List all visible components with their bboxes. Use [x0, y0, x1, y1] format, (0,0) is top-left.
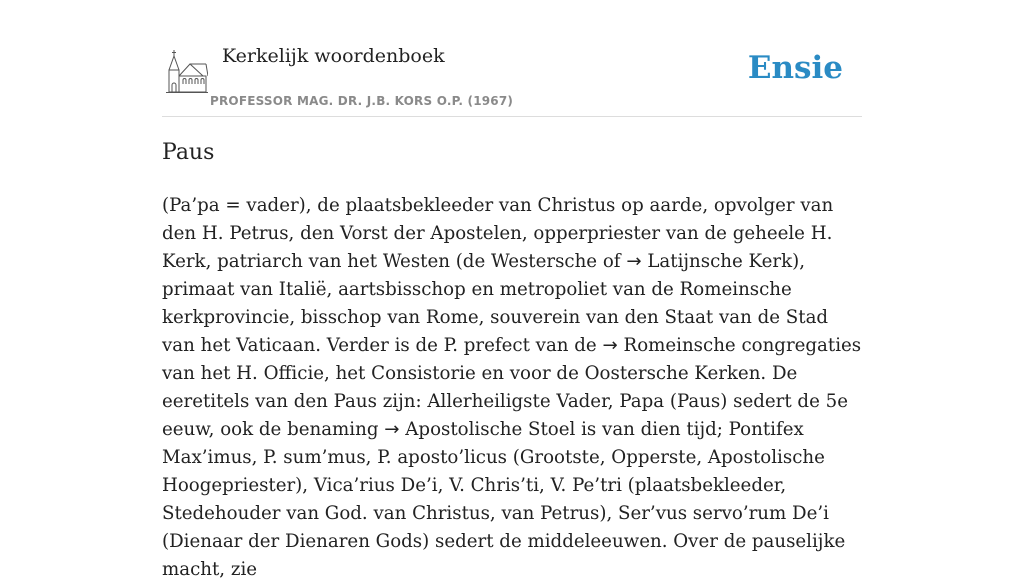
entry-text: (Pa’pa = vader), de plaatsbekleeder van Christus op aarde, opvolger van den H. Petrus, den Vorst der Apostelen, opperpriester van de geheele H. Kerk, patriarch van het Westen (de Westersche of	[162, 195, 834, 272]
church-icon	[166, 50, 208, 94]
ensie-logo[interactable]: Ensie	[747, 50, 843, 86]
entry-body	[162, 192, 862, 584]
entry-title: Paus	[162, 140, 215, 165]
cross-reference-link: Latijnsche Kerk), primaat van Italië, aartsbisschop en metropoliet van de Romeinsche kerkprovincie, bisschop van Rome, souverein van den Staat van de Stad van het Vaticaan. Verder is de P. prefect van de	[162, 251, 829, 356]
book-title[interactable]: Kerkelijk woordenboek	[222, 45, 445, 67]
cross-reference-link: Romeinsche congregaties van het H. Officie, het Consistorie en voor de Oostersche Kerken. De eeretitels van den Paus zijn: Allerheiligste Vader, Papa (Paus) sedert de 5e eeuw, ook de benaming	[162, 335, 862, 440]
cross-reference-arrow[interactable]: →	[384, 419, 400, 440]
cross-reference-arrow[interactable]: →	[602, 335, 618, 356]
cross-reference-link: Apostolische Stoel is van dien tijd; Pontifex Max’imus, P. sum’mus, P. aposto’licus (Grootste, Opperste, Apostolische Hoogepriester), Vica’rius De’i, V. Chris’ti, V. Pe’tri (plaatsbekleeder, Stedehouder van God. van Christus, van Petrus), Ser’vus servo’rum De’i (Dienaar der Dienaren Gods) sedert de middeleeuwen. Over de pauselijke macht, zie	[162, 419, 846, 580]
page	[162, 0, 862, 580]
book-author: PROFESSOR MAG. DR. J.B. KORS O.P. (1967)	[210, 94, 514, 108]
cross-reference-arrow[interactable]: →	[626, 251, 642, 272]
header	[162, 0, 862, 117]
